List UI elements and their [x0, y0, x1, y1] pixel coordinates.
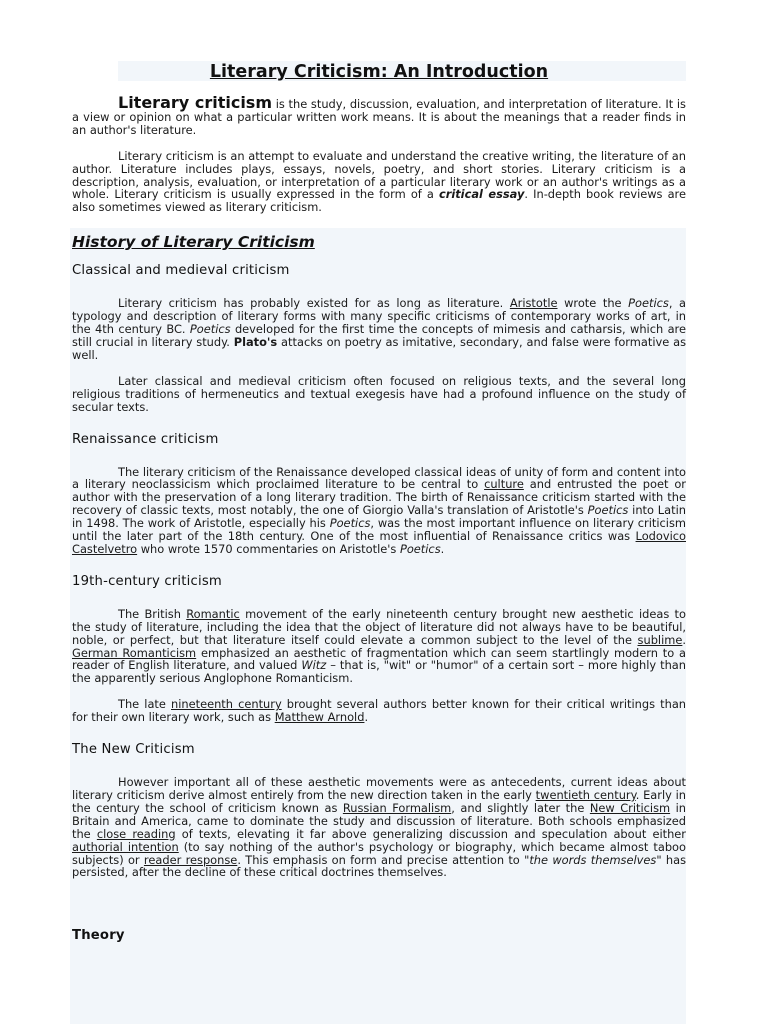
page-title: Literary Criticism: An Introduction	[209, 62, 549, 82]
aristotle-link[interactable]: Aristotle	[509, 296, 558, 311]
history-heading: History of Literary Criticism	[72, 233, 315, 252]
authorial-intention-link[interactable]: authorial intention	[72, 839, 179, 854]
classical-heading: Classical and medieval criticism	[72, 263, 290, 279]
classical-paragraph-2: Later classical and medieval criticism often focused on religious texts, and the several long religious traditions of hermeneutics and textual exegesis have had a profound influence on the study of secular texts.	[72, 373, 686, 414]
intro-paragraph-1: Literary criticism is the study, discussion, evaluation, and interpretation of literature. It is a view or opinion on what a particular written work means. It is about the meanings that a reader finds in an author's literature.	[72, 93, 686, 137]
plato-term: Plato's	[233, 334, 278, 349]
close-reading-link[interactable]: close reading	[96, 826, 176, 841]
matthew-arnold-link[interactable]: Matthew Arnold	[274, 710, 365, 725]
critical-essay-term: critical essay	[438, 187, 525, 202]
nineteenth-century-heading: 19th-century criticism	[72, 573, 222, 589]
nineteenth-paragraph-1: The British Romantic movement of the early nineteenth century brought new aesthetic ideas to the study of literature, including the idea that the object of literature did not always have to be beautiful, noble, or perfect, but that literature itself could elevate a common subject to the level of the sublime. German Romanticism emphasized an aesthetic of fragmentation which can seem startlingly modern to a reader of English literature, and valued Witz – that is, "wit" or "humor" of a certain sort – more highly than the apparently serious Anglophone Romanticism.	[72, 606, 686, 686]
nineteenth-century-link[interactable]: nineteenth century	[171, 697, 282, 712]
intro-paragraph-2: Literary criticism is an attempt to evaluate and understand the creative writing, the literature of an author. Literature includes plays, essays, novels, poetry, and short stories. Literary criticism is a description, analysis, evaluation, or interpretation of a particular literary work or an author's writings as a whole. Literary criticism is usually expressed in the form of a critical essay. In-depth book reviews are also sometimes viewed as literary criticism.	[72, 148, 686, 215]
new-criticism-link[interactable]: New Criticism	[589, 800, 671, 815]
theory-heading: Theory	[72, 928, 125, 944]
german-romanticism-link[interactable]: German Romanticism	[72, 645, 197, 660]
russian-formalism-link[interactable]: Russian Formalism	[342, 800, 452, 815]
romantic-link[interactable]: Romantic	[186, 606, 240, 621]
document-body	[72, 62, 686, 945]
nineteenth-paragraph-2: The late nineteenth century brought several authors better known for their critical writings than for their own literary work, such as Matthew Arnold.	[72, 697, 687, 725]
culture-link[interactable]: culture	[484, 477, 524, 492]
renaissance-heading: Renaissance criticism	[72, 431, 219, 447]
renaissance-paragraph: The literary criticism of the Renaissance developed classical ideas of unity of form and content into a literary neoclassicism which proclaimed literature to be central to culture and entrusted the poet or author with the preservation of a long literary tradition. The birth of Renaissance criticism started with the recovery of classic texts, most notably, the one of Giorgio Valla's translation of Aristotle's Poetics into Latin in 1498. The work of Aristotle, especially his Poetics, was the most important influence on literary criticism until the later part of the 18th century. One of the most influential of Renaissance critics was Lodovico Castelvetro who wrote 1570 commentaries on Aristotle's Poetics.	[72, 464, 686, 556]
intro-lead-term: Literary criticism	[118, 93, 272, 112]
classical-paragraph-1: Literary criticism has probably existed for as long as literature. Aristotle wrote the Poetics, a typology and description of literary forms with many specific criticisms of contemporary works of art, in the 4th century BC. Poetics developed for the first time the concepts of mimesis and catharsis, which are still crucial in literary study. Plato's attacks on poetry as imitative, secondary, and false were formative as well.	[72, 296, 687, 362]
sublime-link[interactable]: sublime	[637, 632, 683, 647]
new-criticism-paragraph: However important all of these aesthetic movements were as antecedents, current ideas about literary criticism derive almost entirely from the new direction taken in the early twentieth century. Early in the century the school of criticism known as Russian Formalism, and slightly later the New Criticism in Britain and America, came to dominate the study and discussion of literature. Both schools emphasized the close reading of texts, elevating it far above generalizing discussion and speculation about either authorial intention (to say nothing of the author's psychology or biography, which became almost taboo subjects) or reader response. This emphasis on form and precise attention to "the words themselves" has persisted, after the decline of these critical doctrines themselves.	[72, 775, 687, 880]
twentieth-century-link[interactable]: twentieth century	[535, 788, 636, 802]
reader-response-link[interactable]: reader response	[143, 852, 238, 867]
new-criticism-heading: The New Criticism	[72, 742, 195, 758]
lodovico-castelvetro-link[interactable]: Lodovico Castelvetro	[72, 529, 686, 556]
